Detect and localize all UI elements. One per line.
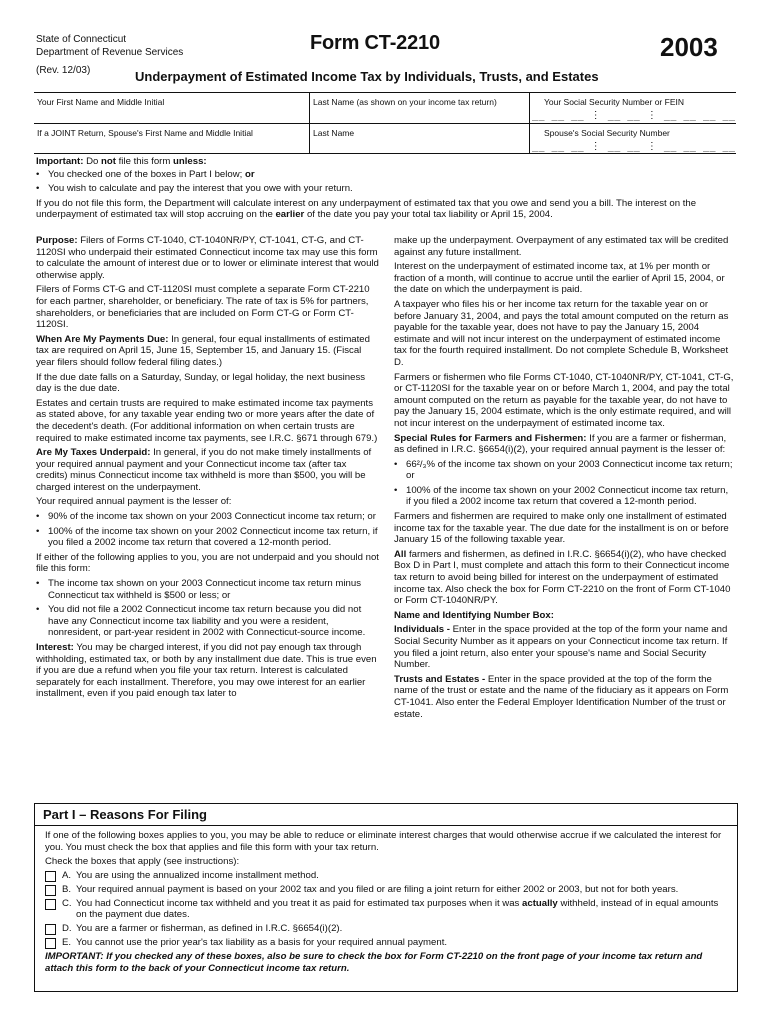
instruction-emphasis: All — [394, 548, 407, 560]
reason-text: You are using the annualized income installment method. — [76, 869, 319, 881]
reason-text: You cannot use the prior year's tax liability as a basis for your required annual payment. — [76, 936, 448, 948]
trusts-heading: Trusts and Estates - — [394, 673, 486, 685]
part-1-title: Part I – Reasons For Filing — [43, 807, 207, 822]
reason-letter: D. — [62, 922, 72, 934]
list-item: • 100% of the income tax shown on your 2002 Connecticut income tax return, if you filed a 2002 income tax return that covered a 12-month period. — [36, 526, 380, 549]
form-title: Form CT-2210 — [310, 32, 440, 54]
part-1-title-rule — [35, 825, 737, 826]
checkbox-a[interactable] — [45, 871, 56, 882]
last-name-field[interactable]: Last Name (as shown on your income tax return) — [313, 97, 497, 107]
taxpayer-row — [34, 93, 736, 123]
instruction-paragraph: Interest on the underpayment of estimated income tax, at 1% per month or fraction of a month, will continue to accrue until the earlier of April 15, 2004, or the date on which the underpayment is paid. — [394, 261, 725, 296]
instruction-paragraph: A taxpayer who files his or her income tax return for the taxable year on or before January 31, 2004, and pays the total amount computed on the return as payable for the taxable year, does not have to pay the January 15, 2004 estimate and will not incur interest on the underpayment of estimated income tax for the fourth required installment. Do not complete Schedule B, Worksheet D. — [394, 298, 729, 368]
important-text: file this form — [118, 156, 171, 167]
reason-row-b — [45, 884, 729, 896]
important-lead: Important: — [36, 156, 84, 167]
individuals-text: Enter in the space provided at the top of the form your name and Social Security Number as it appears on your Connecticut income tax return. If you filed a joint return, also enter your spouse's name and Social Security Number. — [394, 624, 728, 671]
reason-text-emphasis: actually — [522, 897, 558, 909]
part-1-check-label: Check the boxes that apply (see instructions): — [45, 856, 240, 868]
reason-text: You are a farmer or fisherman, as defined in I.R.C. §6654(i)(2). — [76, 922, 343, 934]
individuals-heading: Individuals - — [394, 624, 450, 636]
checkbox-d[interactable] — [45, 924, 56, 935]
important-paragraph: of the date you pay your total tax liability or April 15, 2004. — [306, 209, 553, 221]
instruction-paragraph: If either of the following applies to you, you are not underpaid and you should not file this form: — [36, 551, 379, 575]
important-bullet-text: You wish to calculate and pay the interest that you owe with your return. — [48, 183, 353, 195]
reason-text: Your required annual payment is based on your 2002 tax and you filed or are filing a joint return for either 2002 or 2003, but not for both years. — [76, 883, 679, 895]
spouse-ssn-field-label: Spouse's Social Security Number — [544, 128, 670, 138]
revision-date: (Rev. 12/03) — [36, 65, 91, 76]
payments-due-heading: When Are My Payments Due: — [36, 333, 169, 345]
reason-text-part: withheld, instead of in equal amounts on the payment due dates. — [76, 897, 719, 921]
reason-letter: E. — [62, 936, 72, 948]
reason-letter: B. — [62, 883, 72, 895]
part-1-section — [34, 803, 738, 992]
name-box-heading: Name and Identifying Number Box: — [394, 609, 554, 621]
instructions-right-column — [394, 235, 734, 723]
list-item: • 66²/₃% of the income tax shown on your 2003 Connecticut income tax return; or — [394, 459, 734, 482]
important-bullet-text: You checked one of the boxes in Part I below; — [48, 168, 243, 180]
instruction-paragraph: Farmers or fishermen who file Forms CT-1040, CT-1040NR/PY, CT-1041, CT-G, or CT-1120SI for the taxable year on or before March 1, 2004, and pay the total amount computed on the return as payable for the taxable year, do not have to pay the January 15, 2004 estimate, which is the only estimate required, and will not incur interest on the underpayment of estimated income tax. — [394, 371, 734, 429]
spouse-ssn-field[interactable]: __ __ __ ⋮ __ __ ⋮ __ __ __ __ — [532, 141, 736, 152]
reason-row-c — [45, 898, 729, 921]
purpose-text: Filers of Forms CT-1040, CT-1040NR/PY, CT-1041, CT-G, and CT-1120SI who underpaid their estimated Connecticut income tax may use this form to calculate the amount of interest due or to lower or eliminate interest that would otherwise apply. — [36, 235, 379, 281]
list-item: • The income tax shown on your 2003 Connecticut income tax return minus Connecticut tax withheld is $500 or less; or — [36, 578, 380, 601]
farmers-heading: Special Rules for Farmers and Fishermen: — [394, 432, 587, 444]
important-bullet — [36, 169, 736, 181]
spouse-row — [34, 124, 736, 154]
important-paragraph: earlier — [275, 209, 305, 221]
list-item: • 100% of the income tax shown on your 2002 Connecticut income tax return, if you filed a 2002 income tax return that covered a 12-month period. — [394, 485, 734, 508]
interest-text: You may be charged interest, if you did not pay enough tax through withholding, estimated tax, or both by any installment due date. This is true even if you are due a refund when you file your tax return. Interest is calculated separately for each installment. Therefore, you may owe interest for an earlier installment, even if you paid enough tax later to — [36, 642, 377, 700]
agency-line-2: Department of Revenue Services — [36, 47, 184, 58]
list-item: • 90% of the income tax shown on your 2003 Connecticut income tax return; or — [36, 511, 380, 523]
agency-line-1: State of Connecticut — [36, 34, 127, 45]
instruction-paragraph: Filers of Forms CT-G and CT-1120SI must complete a separate Form CT-2210 for each partner, shareholder, or beneficiary. The rate of tax is 5% for partners, shareholders, or beneficiaries that are included on Form CT-G or Form CT-1120SI. — [36, 284, 370, 331]
reason-letter: A. — [62, 869, 72, 881]
checkbox-b[interactable] — [45, 885, 56, 896]
important-bullet-text: or — [245, 168, 255, 180]
form-subtitle: Underpayment of Estimated Income Tax by Individuals, Trusts, and Estates — [135, 69, 599, 84]
interest-heading: Interest: — [36, 642, 74, 653]
instruction-paragraph: Estates and certain trusts are required to make estimated income tax payments as stated above, for any taxable year ending two or more years after the date of the decedent's death. (For additional information on when certain trusts are required to make estimated income tax payments, see I.R.C. §671 through 679.) — [36, 397, 378, 444]
payments-due-text: In general, four equal installments of estimated tax are required on April 15, June 15, September 15, and January 15. (Fiscal year filers should follow federal filing dates.) — [36, 333, 370, 368]
reason-text — [76, 898, 729, 921]
farmers-text: If you are a farmer or fisherman, as defined in I.R.C. §6654(i)(2), your required annual payment is the lesser of: — [394, 432, 727, 456]
identification-box — [34, 92, 736, 154]
part-1-important-note: IMPORTANT: If you checked any of these boxes, also be sure to check the box for Form CT-2210 on the front page of your income tax return and attach this form to the back of your Connecticut income tax return. — [45, 950, 703, 974]
spouse-last-name-field[interactable]: Last Name — [313, 128, 355, 138]
underpaid-heading: Are My Taxes Underpaid: — [36, 447, 151, 459]
spouse-first-name-field[interactable]: If a JOINT Return, Spouse's First Name and Middle Initial — [37, 128, 253, 138]
instruction-paragraph: If the due date falls on a Saturday, Sunday, or legal holiday, the next business day is the due date. — [36, 371, 366, 395]
important-text: Do — [86, 156, 99, 167]
reason-row-d — [45, 923, 729, 935]
instruction-paragraph: Your required annual payment is the lesser of: — [36, 496, 232, 508]
reason-letter: C. — [62, 897, 72, 909]
reason-row-e — [45, 937, 729, 949]
part-1-intro: If one of the following boxes applies to you, you may be able to reduce or eliminate interest charges that would otherwise accrue if we calculated the interest for you. You must check the box that applies and file this form with your tax return. — [45, 830, 722, 853]
instruction-paragraph: farmers and fishermen, as defined in I.R.C. §6654(i)(2), who have checked Box D in Part I, must complete and attach this form to their Connecticut income tax return to avoid being billed for interest on the underpayment of estimated income tax. Also check the box for Form CT-2210 on the front of Form CT-1040 or Form CT-1040NR/PY. — [394, 548, 731, 607]
instructions-left-column — [36, 235, 380, 703]
instruction-paragraph: make up the underpayment. Overpayment of any estimated tax will be credited against any future installment. — [394, 235, 729, 258]
checkbox-e[interactable] — [45, 938, 56, 949]
checkbox-c[interactable] — [45, 899, 56, 910]
purpose-heading: Purpose: — [36, 235, 78, 246]
reason-text-part: You had Connecticut income tax withheld and you treat it as paid for estimated tax purposes when it was — [76, 897, 520, 909]
important-text: unless: — [173, 156, 207, 167]
list-item: • You did not file a 2002 Connecticut income tax return because you did not have any Connecticut income tax liability and you were a resident, nonresident, or part-year resident in 2002 with Connecticut-source income. — [36, 604, 380, 639]
reason-row-a — [45, 870, 729, 882]
part-1-body — [45, 830, 729, 977]
important-notice — [36, 156, 736, 224]
ssn-field-label: Your Social Security Number or FEIN — [544, 97, 684, 107]
important-paragraph: If you do not file this form, the Department will calculate interest on any underpayment of estimated tax that you owe and send you a bill. The interest on the underpayment of estimated tax will stop accruing on the — [36, 197, 697, 221]
ssn-field[interactable]: __ __ __ ⋮ __ __ ⋮ __ __ __ __ — [532, 110, 736, 121]
first-name-field[interactable]: Your First Name and Middle Initial — [37, 97, 165, 107]
trusts-text: Enter in the space provided at the top of the form the name of the trust or estate and the name of the fiduciary as it appears on Form CT-1041. Also enter the Federal Employer Identification Number of the trust or estate. — [394, 673, 729, 720]
underpaid-text: In general, if you do not make timely installments of your required annual payment and your Connecticut income tax (after tax credits) minus Connecticut income tax withheld is more than $500, you will be charged interest on the underpayment. — [36, 447, 372, 493]
important-text: not — [101, 156, 116, 167]
important-bullet — [36, 183, 736, 195]
instruction-paragraph: Farmers and fishermen are required to make only one installment of estimated income tax for the taxable year. The due date for the installment is on or before January 15 of the following taxable year. — [394, 511, 729, 546]
tax-year: 2003 — [660, 32, 718, 62]
